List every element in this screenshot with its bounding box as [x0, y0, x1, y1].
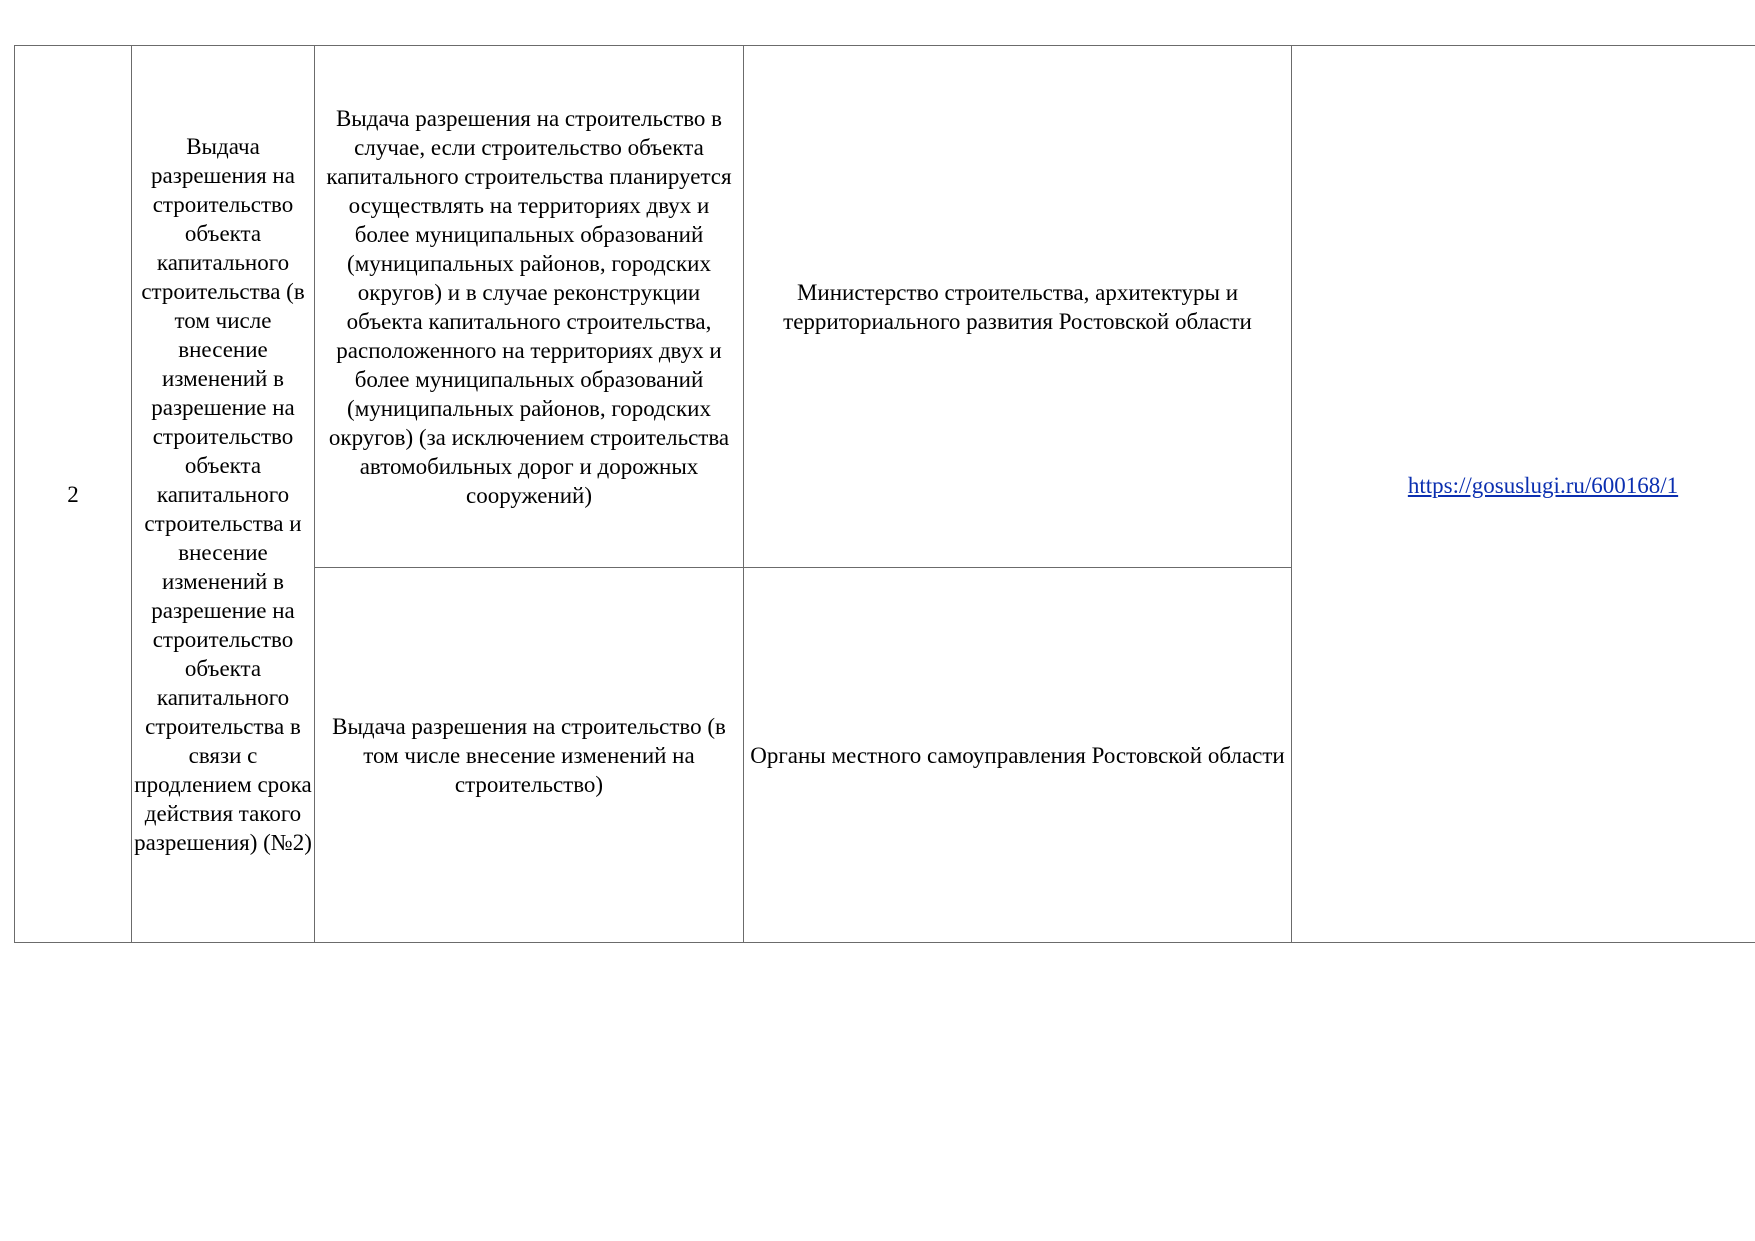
authority-cell: Органы местного самоуправления Ростовской области: [744, 568, 1292, 943]
row-number-cell: 2: [15, 46, 132, 943]
service-name-cell: Выдача разрешения на строительство объекта капитального строительства (в том числе внесение изменений в разрешение на строительство объекта капитального строительства и внесение изменений в разрешение на строительство объекта капитального строительства в связи с продлением срока действия такого разрешения) (№2): [132, 46, 315, 943]
subservice-description-cell: Выдача разрешения на строительство в случае, если строительство объекта капитального строительства планируется осуществлять на территориях двух и более муниципальных образований (муниципальных районов, городских округов) и в случае реконструкции объекта капитального строительства, расположенного на территориях двух и более муниципальных образований (муниципальных районов, городских округов) (за исключением строительства автомобильных дорог и дорожных сооружений): [315, 46, 744, 568]
services-table: [14, 45, 1755, 943]
gosuslugi-link[interactable]: https://gosuslugi.ru/600168/1: [1407, 472, 1679, 498]
subservice-description-cell: Выдача разрешения на строительство (в том числе внесение изменений на строительство): [315, 568, 744, 943]
link-cell: [1292, 46, 1755, 943]
authority-cell: Министерство строительства, архитектуры и территориального развития Ростовской области: [744, 46, 1292, 568]
table-row: [15, 46, 1755, 568]
